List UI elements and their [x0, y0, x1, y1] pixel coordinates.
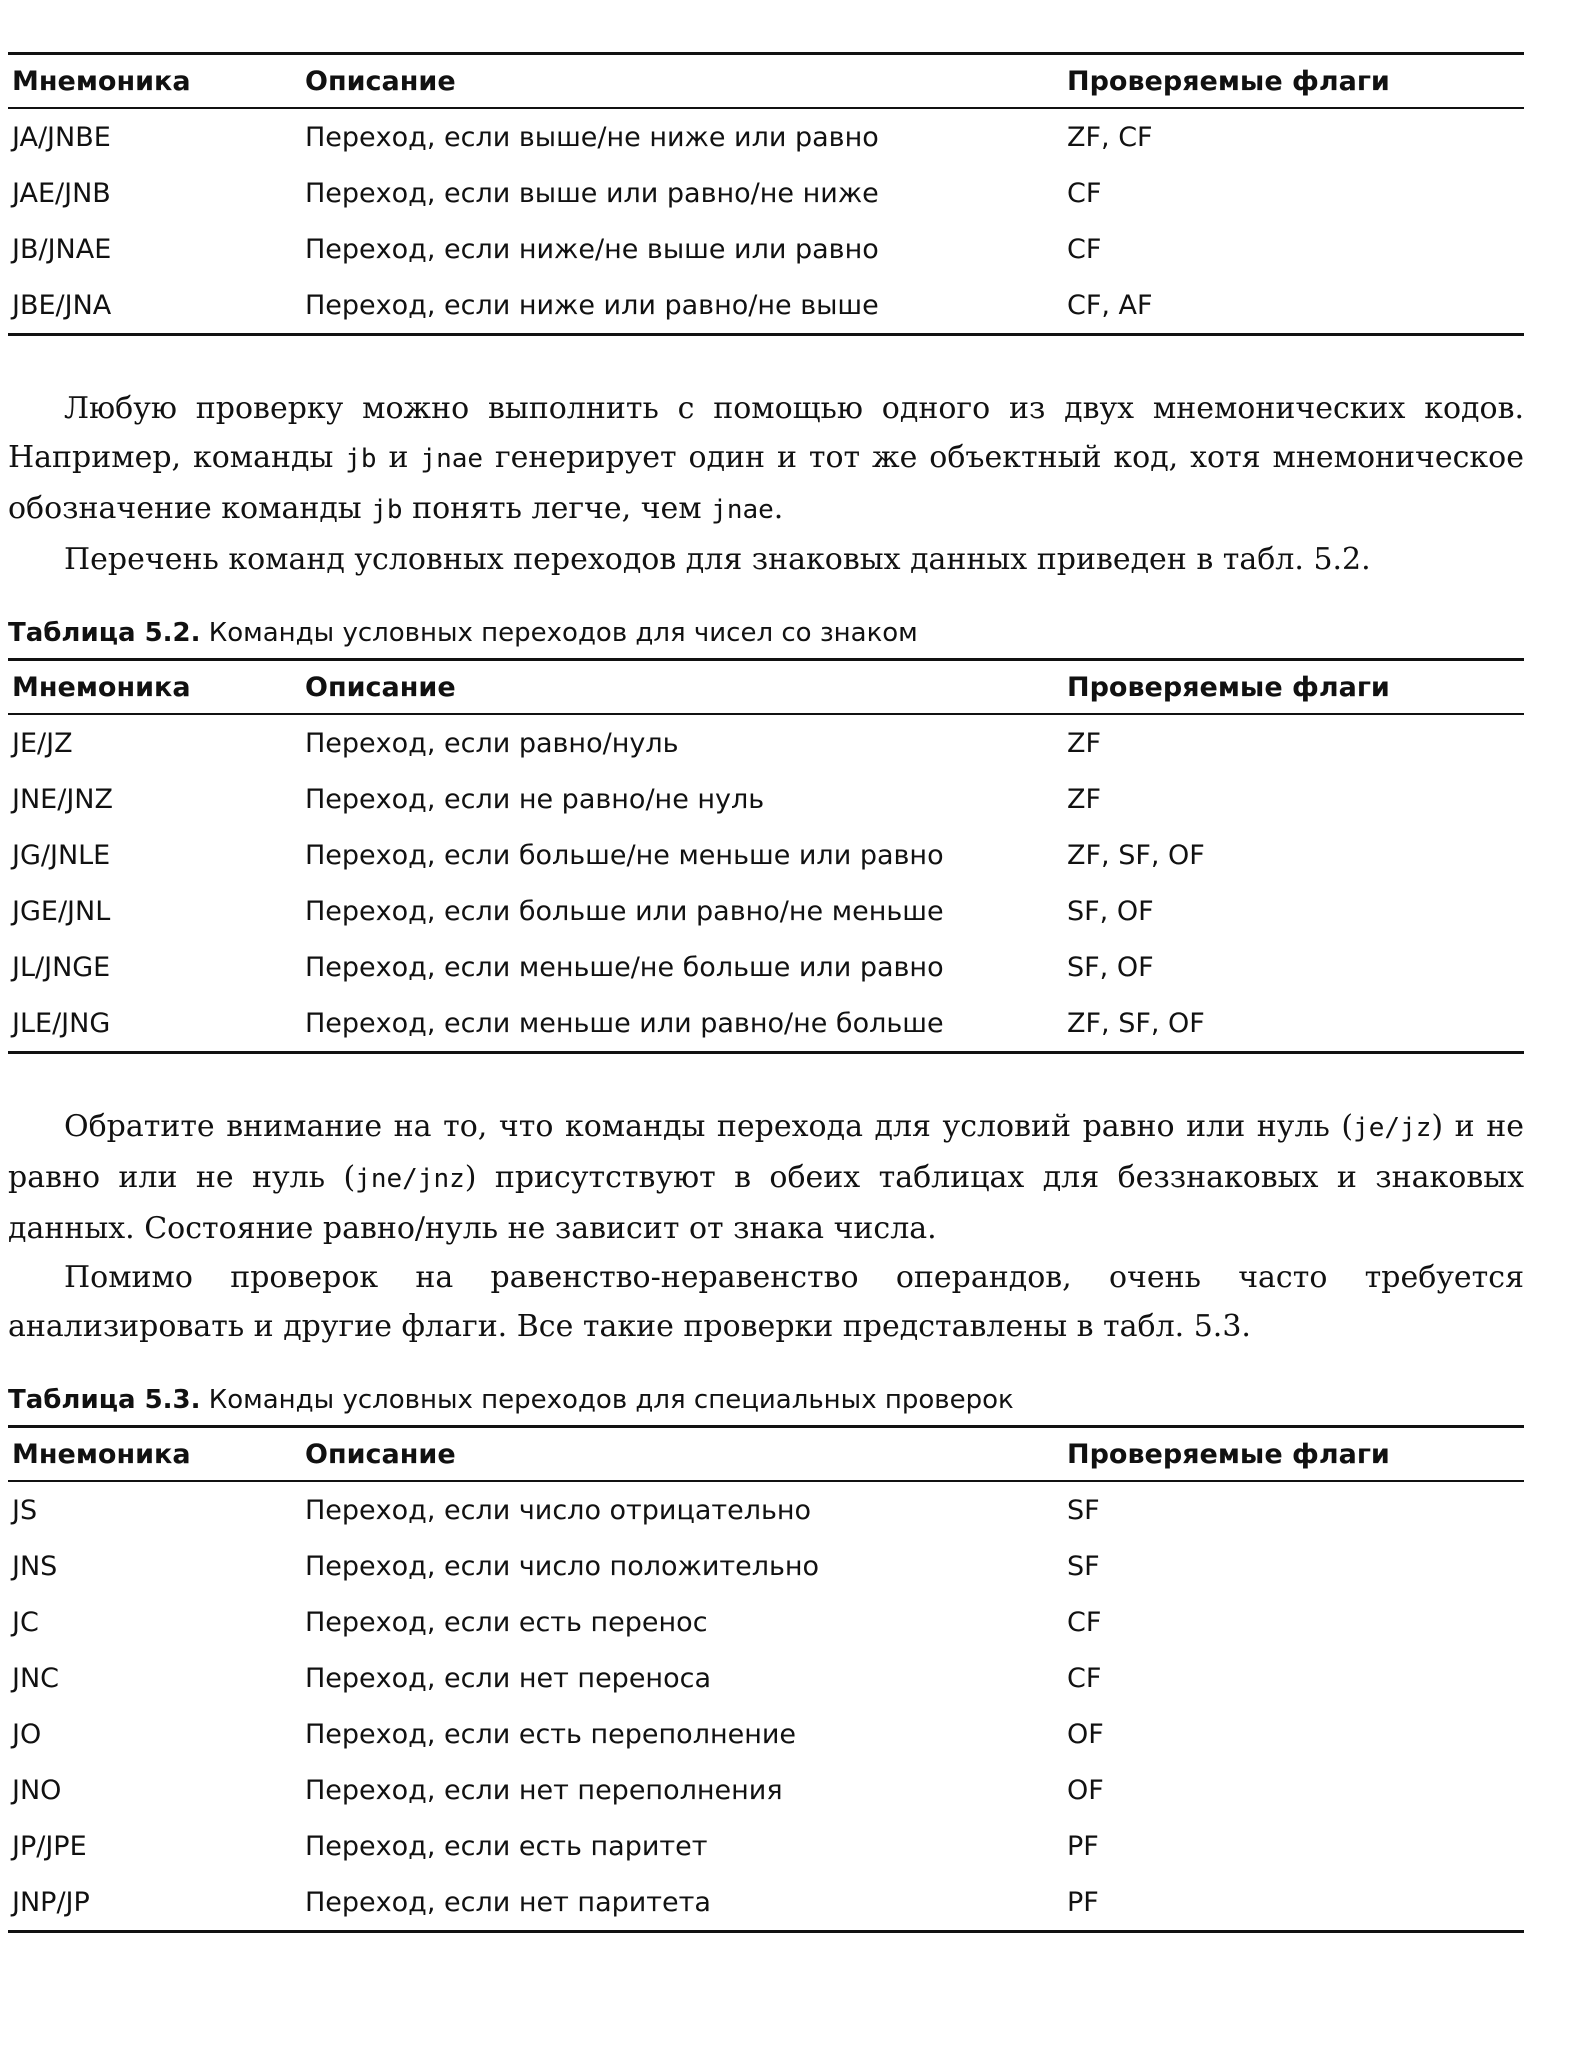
- cell-mnemonic: JB/JNAE: [12, 233, 112, 265]
- cell-description: Переход, если больше/не меньше или равно: [305, 839, 944, 871]
- cell-flags: PF: [1063, 1874, 1524, 1932]
- inline-code: jb: [371, 495, 403, 525]
- inline-code: jb: [345, 444, 377, 474]
- column-header-mnemonic: Мнемоника: [8, 660, 301, 715]
- column-header-description: Описание: [301, 1427, 1063, 1482]
- cell-mnemonic: JNE/JNZ: [12, 783, 113, 815]
- cell-flags: SF: [1067, 1494, 1100, 1526]
- cell-flags: ZF: [1067, 727, 1102, 759]
- table-header-row: [8, 1427, 1524, 1482]
- cell-mnemonic: JO: [12, 1718, 42, 1750]
- inline-code: jne/jnz: [355, 1164, 465, 1194]
- column-header-mnemonic: Мнемоника: [8, 54, 301, 109]
- table-special-jumps: [8, 1425, 1524, 1933]
- table-row: [8, 883, 1524, 939]
- cell-description: Переход, если есть паритет: [305, 1830, 708, 1862]
- inline-code: je/jz: [1353, 1113, 1432, 1143]
- cell-flags: CF, AF: [1063, 277, 1524, 335]
- table-signed-jumps: [8, 658, 1524, 1054]
- cell-description: Переход, если выше/не ниже или равно: [305, 121, 879, 153]
- cell-description: Переход, если выше или равно/не ниже: [305, 177, 879, 209]
- cell-flags: CF: [1067, 177, 1102, 209]
- cell-flags: CF: [1067, 233, 1102, 265]
- paragraph-mnemonic-alternatives: Любую проверку можно выполнить с помощью одного из двух мнемонических кодов. Например, команды jb и jnae генерирует один и тот же объектный код, хотя мнемоническое обозначение команды jb понять легче, чем jnae.: [8, 391, 1524, 526]
- cell-flags: SF, OF: [1067, 895, 1154, 927]
- inline-code: jnae: [711, 495, 774, 525]
- table-row: [8, 108, 1524, 165]
- cell-mnemonic: JNS: [12, 1550, 58, 1582]
- cell-description: Переход, если больше или равно/не меньше: [305, 895, 944, 927]
- paragraph-equal-zero-note: Обратите внимание на то, что команды перехода для условий равно или нуль (je/jz) и не равно или не нуль (jne/jnz) присутствуют в обеих таблицах для беззнаковых и знаковых данных. Состояние равно/нуль не зависит от знака числа.: [8, 1109, 1525, 1246]
- cell-flags: OF: [1067, 1718, 1104, 1750]
- table-row: [8, 165, 1524, 221]
- cell-flags: OF: [1067, 1774, 1104, 1806]
- cell-mnemonic: JGE/JNL: [12, 895, 111, 927]
- table-row: [8, 1481, 1524, 1538]
- table-caption-5-3: Таблица 5.3. Команды условных переходов для специальных проверок: [8, 1385, 1014, 1415]
- cell-mnemonic: JP/JPE: [12, 1830, 87, 1862]
- cell-description: Переход, если ниже или равно/не выше: [301, 277, 1063, 335]
- cell-description: Переход, если нет переполнения: [305, 1774, 783, 1806]
- cell-mnemonic: JBE/JNA: [8, 277, 301, 335]
- inline-code: jnae: [420, 444, 484, 474]
- cell-description: Переход, если есть переполнение: [305, 1718, 797, 1750]
- cell-flags: ZF, CF: [1067, 121, 1153, 153]
- paragraph-signed-intro: Перечень команд условных переходов для знаковых данных приведен в табл. 5.2.: [64, 542, 1371, 577]
- cell-mnemonic: JAE/JNB: [12, 177, 111, 209]
- cell-description: Переход, если нет переноса: [305, 1662, 711, 1694]
- paragraph-special-checks-intro: Помимо проверок на равенство-неравенство операндов, очень часто требуется анализировать и другие флаги. Все такие проверки представлены в табл. 5.3.: [8, 1260, 1524, 1344]
- table-row: [8, 1818, 1524, 1874]
- table-row: [8, 771, 1524, 827]
- cell-mnemonic: JE/JZ: [12, 727, 73, 759]
- cell-description: Переход, если число положительно: [305, 1550, 820, 1582]
- table-row: [8, 1706, 1524, 1762]
- cell-mnemonic: JG/JNLE: [12, 839, 111, 871]
- cell-mnemonic: JNP/JP: [8, 1874, 301, 1932]
- table-row: [8, 1538, 1524, 1594]
- cell-description: Переход, если нет паритета: [301, 1874, 1063, 1932]
- cell-mnemonic: JNC: [12, 1662, 60, 1694]
- column-header-flags: Проверяемые флаги: [1063, 1427, 1524, 1482]
- table-unsigned-jumps: [8, 52, 1524, 336]
- column-header-flags: Проверяемые флаги: [1063, 660, 1524, 715]
- table-header-row: [8, 54, 1524, 109]
- table-row: [8, 1594, 1524, 1650]
- cell-description: Переход, если меньше/не больше или равно: [305, 951, 944, 983]
- table-row: [8, 221, 1524, 277]
- cell-flags: PF: [1067, 1830, 1099, 1862]
- cell-description: Переход, если число отрицательно: [305, 1494, 812, 1526]
- cell-flags: CF: [1067, 1662, 1102, 1694]
- cell-description: Переход, если не равно/не нуль: [305, 783, 765, 815]
- column-header-flags: Проверяемые флаги: [1063, 54, 1524, 109]
- cell-mnemonic: JA/JNBE: [12, 121, 111, 153]
- cell-mnemonic: JNO: [12, 1774, 62, 1806]
- table-row: [8, 714, 1524, 771]
- cell-flags: ZF: [1067, 783, 1102, 815]
- table-caption-5-2: Таблица 5.2. Команды условных переходов для чисел со знаком: [8, 618, 918, 648]
- cell-description: Переход, если равно/нуль: [305, 727, 679, 759]
- cell-flags: SF, OF: [1067, 951, 1154, 983]
- cell-mnemonic: JS: [12, 1494, 38, 1526]
- cell-flags: SF: [1067, 1550, 1100, 1582]
- cell-flags: CF: [1067, 1606, 1102, 1638]
- cell-mnemonic: JLE/JNG: [8, 995, 301, 1053]
- document-page: [8, 52, 1524, 1933]
- cell-description: Переход, если есть перенос: [305, 1606, 708, 1638]
- column-header-description: Описание: [301, 660, 1063, 715]
- table-header-row: [8, 660, 1524, 715]
- cell-flags: ZF, SF, OF: [1063, 995, 1524, 1053]
- table-row: [8, 1874, 1524, 1932]
- column-header-description: Описание: [301, 54, 1063, 109]
- column-header-mnemonic: Мнемоника: [8, 1427, 301, 1482]
- table-row: [8, 277, 1524, 335]
- cell-description: Переход, если ниже/не выше или равно: [305, 233, 879, 265]
- cell-description: Переход, если меньше или равно/не больше: [301, 995, 1063, 1053]
- table-row: [8, 827, 1524, 883]
- cell-mnemonic: JL/JNGE: [12, 951, 111, 983]
- cell-flags: ZF, SF, OF: [1067, 839, 1205, 871]
- cell-mnemonic: JC: [12, 1606, 39, 1638]
- table-row: [8, 995, 1524, 1053]
- table-row: [8, 1650, 1524, 1706]
- table-row: [8, 939, 1524, 995]
- table-row: [8, 1762, 1524, 1818]
